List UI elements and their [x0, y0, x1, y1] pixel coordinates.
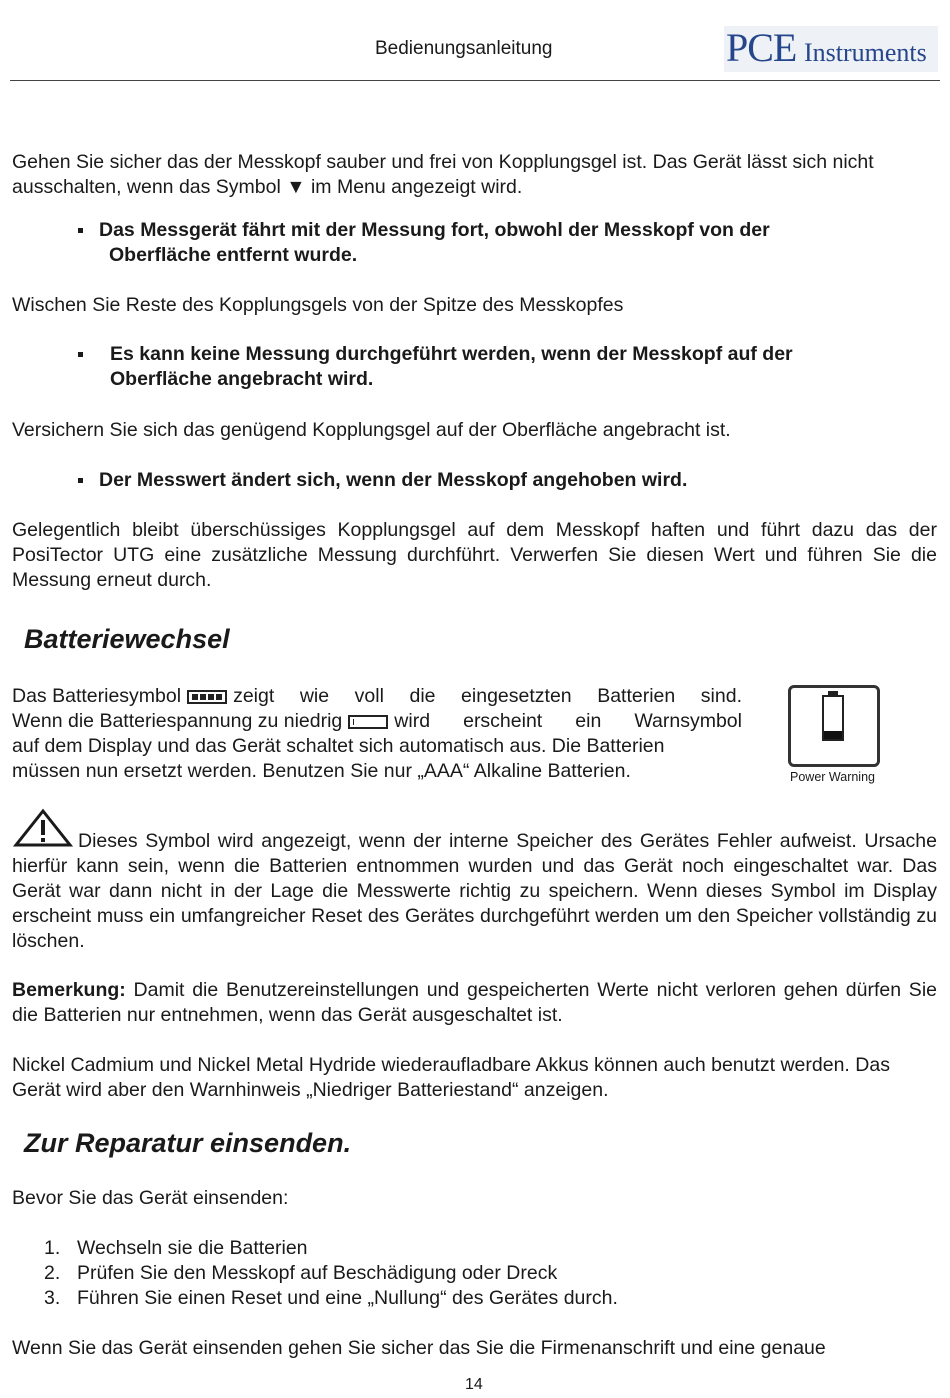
- heading-battery-change: Batteriewechsel: [24, 624, 230, 654]
- battery-line-2-start: Wenn die Batteriespannung zu niedrig: [12, 710, 343, 732]
- battery-line-1-end: zeigt wie voll die eingesetzten Batterien sind.: [233, 685, 742, 707]
- paragraph-nicd: Nickel Cadmium und Nickel Metal Hydride wiederaufladbare Akkus können auch benutzt werden. Das Gerät wird aber den Warnhinweis „Niedriger Batteriestand“ anzeigen.: [12, 1054, 890, 1101]
- list-item-number: 2.: [44, 1262, 61, 1284]
- battery-line-3: auf dem Display und das Gerät schaltet sich automatisch aus. Die Batterien: [12, 735, 665, 757]
- list-item-number: 1.: [44, 1237, 61, 1259]
- repair-intro: Bevor Sie das Gerät einsenden:: [12, 1187, 289, 1209]
- list-item-text: Prüfen Sie den Messkopf auf Beschädigung oder Dreck: [77, 1262, 558, 1284]
- list-item: [44, 1286, 924, 1311]
- paragraph-wipe-gel: Wischen Sie Reste des Kopplungsgels von der Spitze des Messkopfes: [12, 294, 624, 316]
- page-header: [0, 0, 950, 82]
- logo-pce-text: PCE: [726, 25, 797, 70]
- bullet-text-line: Das Messgerät fährt mit der Messung fort, obwohl der Messkopf von der: [99, 219, 770, 241]
- battery-empty-icon: [348, 715, 388, 729]
- pce-instruments-logo: [724, 26, 938, 72]
- bullet-no-measurement: [110, 342, 793, 392]
- battery-low-fill: [824, 731, 842, 739]
- list-item-number: 3.: [44, 1287, 61, 1309]
- battery-full-icon: [187, 690, 227, 704]
- bullet-measurement-continues: [99, 218, 770, 268]
- battery-line-1-start: Das Batteriesymbol: [12, 685, 182, 707]
- paragraph-enough-gel: Versichern Sie sich das genügend Kopplungsgel auf der Oberfläche angebracht ist.: [12, 419, 731, 441]
- list-item-text: Wechseln sie die Batterien: [77, 1237, 308, 1259]
- bullet-text-line: Oberfläche angebracht wird.: [110, 368, 374, 390]
- page-number: 14: [465, 1376, 483, 1393]
- bullet-text-line: Oberfläche entfernt wurde.: [109, 244, 358, 266]
- bullet-marker: [78, 228, 83, 233]
- bullet-marker: [78, 478, 83, 483]
- list-item-text: Führen Sie einen Reset und eine „Nullung“ des Gerätes durch.: [77, 1287, 618, 1309]
- document-title: Bedienungsanleitung: [375, 38, 553, 59]
- bullet-value-changes: Der Messwert ändert sich, wenn der Messkopf angehoben wird.: [99, 469, 688, 491]
- paragraph-excess-gel: Gelegentlich bleibt überschüssiges Kopplungsgel auf dem Messkopf haften und führt dazu das der PosiTector UTG eine zusätzliche Messung durchführt. Verwerfen Sie diesen Wert und führen Sie die Messung erneut durch.: [12, 519, 937, 591]
- bullet-text-line: Es kann keine Messung durchgeführt werden, wenn der Messkopf auf der: [110, 343, 793, 365]
- power-warning-battery-icon: [788, 685, 880, 767]
- paragraph-gel-clean: Gehen Sie sicher das der Messkopf sauber und frei von Kopplungsgel ist. Das Gerät lässt sich nicht ausschalten, wenn das Symbol ▼ im Menu angezeigt wird.: [12, 151, 874, 198]
- bullet-marker: [78, 352, 83, 357]
- header-divider: [10, 80, 940, 81]
- battery-line-4: müssen nun ersetzt werden. Benutzen Sie nur „AAA“ Alkaline Batterien.: [12, 760, 631, 782]
- power-warning-label: Power Warning: [790, 770, 875, 784]
- list-item: [44, 1236, 924, 1261]
- paragraph-remark: [12, 978, 937, 1028]
- repair-steps-list: [44, 1236, 924, 1311]
- paragraph-memory-warning: Dieses Symbol wird angezeigt, wenn der interne Speicher des Gerätes Fehler aufweist. Ursache hierfür kann sein, wenn die Batterien entnommen wurden und das Gerät noch eingeschaltet war. Das Gerät war dann nicht in der Lage die Messwerte richtig zu speichern. Wenn dieses Symbol im Display erscheint muss ein umfangreicher Reset des Gerätes durchgeführt werden um den Speicher vollständig zu löschen.: [12, 830, 937, 952]
- repair-closing: Wenn Sie das Gerät einsenden gehen Sie sicher das Sie die Firmenanschrift und eine genaue: [12, 1337, 826, 1359]
- battery-description: [12, 684, 742, 784]
- logo-instruments-text: Instruments: [804, 38, 927, 67]
- heading-repair: Zur Reparatur einsenden.: [24, 1128, 352, 1158]
- list-item: [44, 1261, 924, 1286]
- battery-line-2: [12, 709, 742, 734]
- battery-line-1: [12, 684, 742, 709]
- remark-text: Damit die Benutzereinstellungen und gespeicherten Werte nicht verloren gehen dürfen Sie die Batterien nur entnehmen, wenn das Gerät ausgeschaltet ist.: [12, 979, 937, 1026]
- remark-label: Bemerkung:: [12, 979, 126, 1001]
- battery-line-2-end: wird erscheint ein Warnsymbol: [394, 710, 742, 732]
